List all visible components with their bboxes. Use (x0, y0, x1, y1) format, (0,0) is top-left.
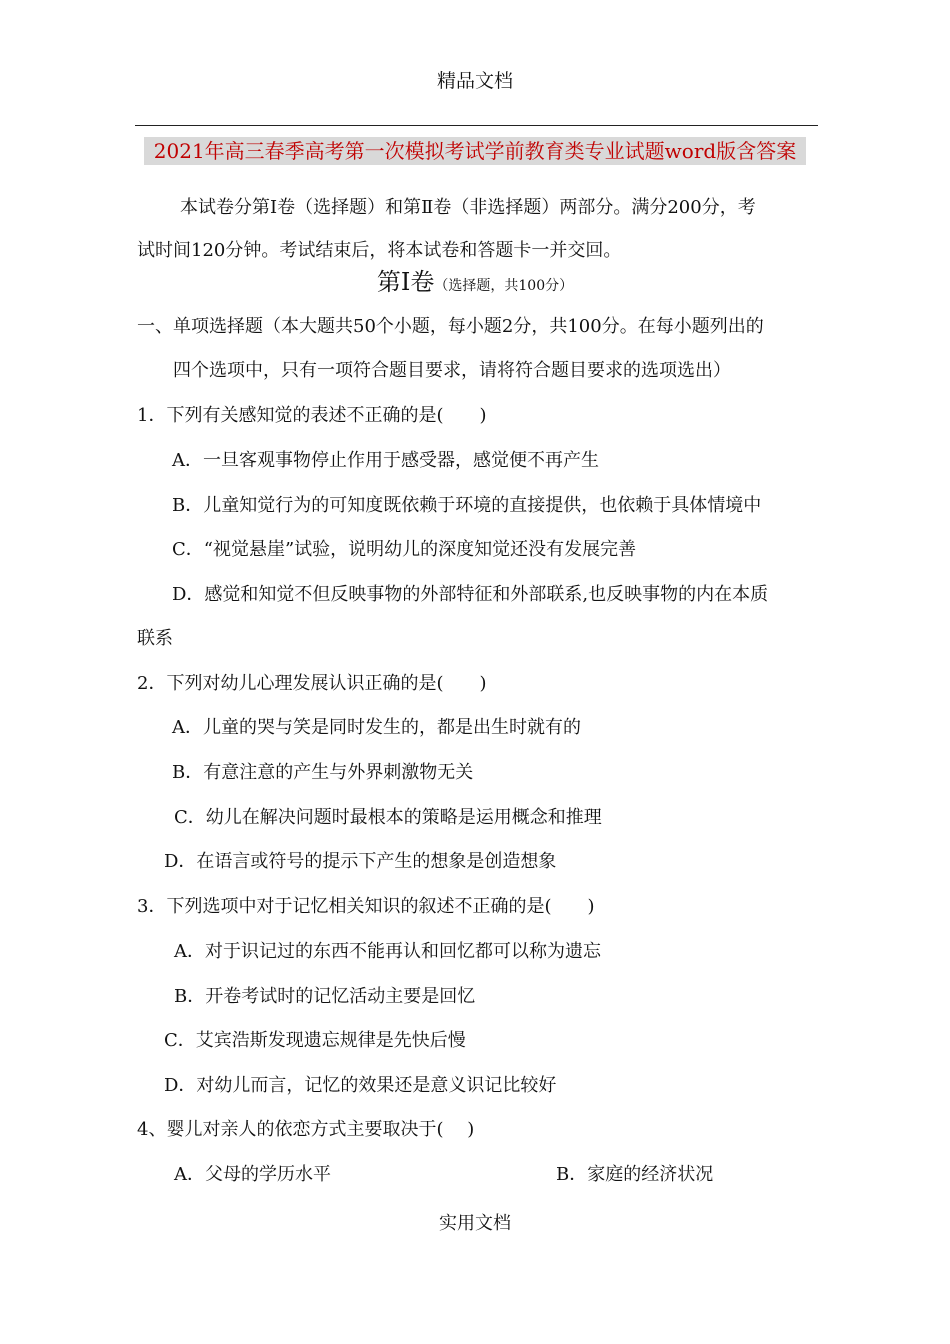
question-option: D．对幼儿而言，记忆的效果还是意义识记比较好 (164, 1075, 557, 1096)
section-note: （选择题，共100分） (434, 278, 574, 294)
question-option: B．开卷考试时的记忆活动主要是回忆 (174, 986, 476, 1007)
section-title: 第Ⅰ卷 (376, 268, 435, 296)
question-option: A．父母的学历水平 (174, 1164, 331, 1185)
section-heading (0, 262, 950, 297)
question-option: D．在语言或符号的提示下产生的想象是创造想象 (164, 851, 557, 872)
page-footer: 实用文档 (439, 1213, 511, 1234)
question-option: B．有意注意的产生与外界刺激物无关 (172, 762, 474, 783)
page-header: 精品文档 (436, 70, 513, 92)
question-stem: 4、婴儿对亲人的依恋方式主要取决于( ) (137, 1119, 475, 1140)
header-divider (135, 125, 818, 126)
question-option: C．艾宾浩斯发现遗忘规律是先快后慢 (164, 1030, 466, 1051)
intro-line-2: 试时间120分钟。考试结束后，将本试卷和答题卡一并交回。 (137, 240, 622, 261)
question-stem: 3．下列选项中对于记忆相关知识的叙述不正确的是( ) (137, 896, 595, 917)
document-title: 2021年高三春季高考第一次模拟考试学前教育类专业试题word版含答案 (144, 137, 806, 165)
part1-line-1: 一、单项选择题（本大题共50个小题，每小题2分，共100分。在每小题列出的 (137, 316, 764, 337)
question-option: A．儿童的哭与笑是同时发生的，都是出生时就有的 (172, 717, 581, 738)
question-option: B．儿童知觉行为的可知度既依赖于环境的直接提供，也依赖于具体情境中 (172, 495, 762, 516)
question-option: C．幼儿在解决问题时最根本的策略是运用概念和推理 (174, 807, 602, 828)
question-option: B．家庭的经济状况 (556, 1164, 714, 1185)
question-option: A．一旦客观事物停止作用于感受器，感觉便不再产生 (172, 450, 599, 471)
question-option: C．“视觉悬崖”试验，说明幼儿的深度知觉还没有发展完善 (172, 539, 637, 560)
question-option: A．对于识记过的东西不能再认和回忆都可以称为遗忘 (174, 941, 601, 962)
question-option-continuation: 联系 (137, 628, 173, 649)
intro-line-1: 本试卷分第Ⅰ卷（选择题）和第Ⅱ卷（非选择题）两部分。满分200分，考 (180, 197, 756, 218)
question-stem: 1．下列有关感知觉的表述不正确的是( ) (137, 405, 487, 426)
question-option: D．感觉和知觉不但反映事物的外部特征和外部联系,也反映事物的内在本质 (172, 584, 769, 605)
part1-line-2: 四个选项中，只有一项符合题目要求，请将符合题目要求的选项选出） (173, 360, 731, 381)
question-stem: 2．下列对幼儿心理发展认识正确的是( ) (137, 673, 487, 694)
